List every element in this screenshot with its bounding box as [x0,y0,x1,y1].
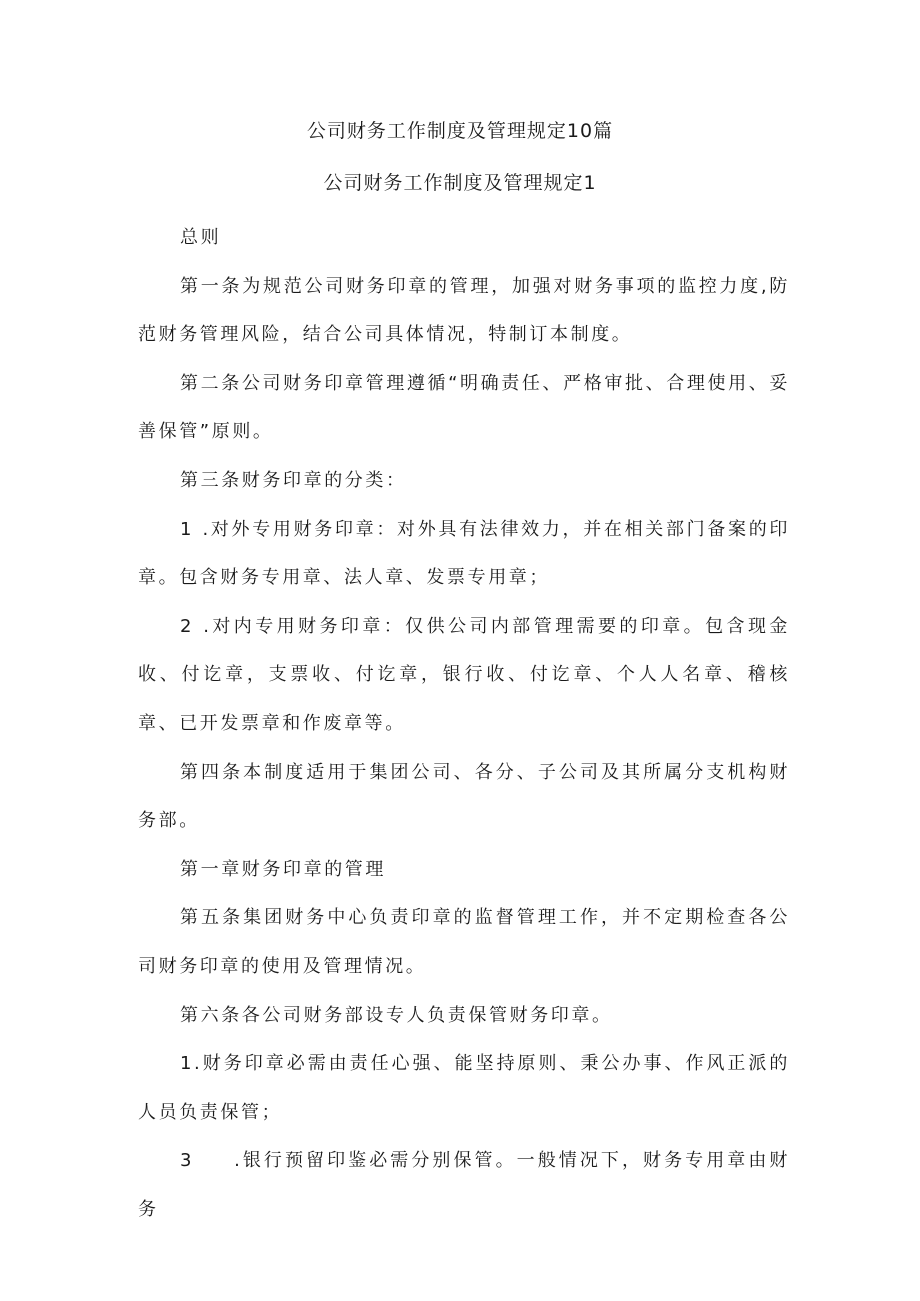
document-title: 公司财务工作制度及管理规定10篇 [306,120,614,142]
item-number: 3 [180,1150,195,1172]
chapter-heading-1: 第一章财务印章的管理 [180,858,386,880]
paragraph-article-3: 第三条财务印章的分类： [180,469,407,491]
paragraph-item-1: 1 .对外专用财务印章：对外具有法律效力，并在相关部门备案的印章。包含财务专用章、法人章、发票专用章； [138,518,790,589]
paragraph-article-2: 第二条公司财务印章管理遵循“明确责任、严格审批、合理使用、妥善保管”原则。 [138,372,790,443]
section-heading-general: 总则 [180,227,222,248]
paragraph-item-2: 2 .对内专用财务印章：仅供公司内部管理需要的印章。包含现金收、付讫章，支票收、付讫章，银行收、付讫章、个人人名章、稽核章、已开发票章和作废章等。 [138,615,790,734]
item-text: .银行预留印鉴必需分别保管。一般情况下，财务专用章由财务 [138,1150,790,1220]
paragraph-article-5: 第五条集团财务中心负责印章的监督管理工作，并不定期检查各公司财务印章的使用及管理情况。 [138,907,790,977]
paragraph-article-4: 第四条本制度适用于集团公司、各分、子公司及其所属分支机构财务部。 [138,761,790,832]
paragraph-article-1: 第一条为规范公司财务印章的管理，加强对财务事项的监控力度,防范财务管理风险，结合公司具体情况，特制订本制度。 [138,275,790,346]
document-subtitle: 公司财务工作制度及管理规定1 [323,172,597,194]
document-body [138,214,790,1234]
paragraph-article-6: 第六条各公司财务部设专人负责保管财务印章。 [180,1004,613,1026]
paragraph-article-6-item-3 [138,1137,790,1234]
paragraph-article-6-item-1: 1.财务印章必需由责任心强、能坚持原则、秉公办事、作风正派的人员负责保管； [138,1053,790,1123]
